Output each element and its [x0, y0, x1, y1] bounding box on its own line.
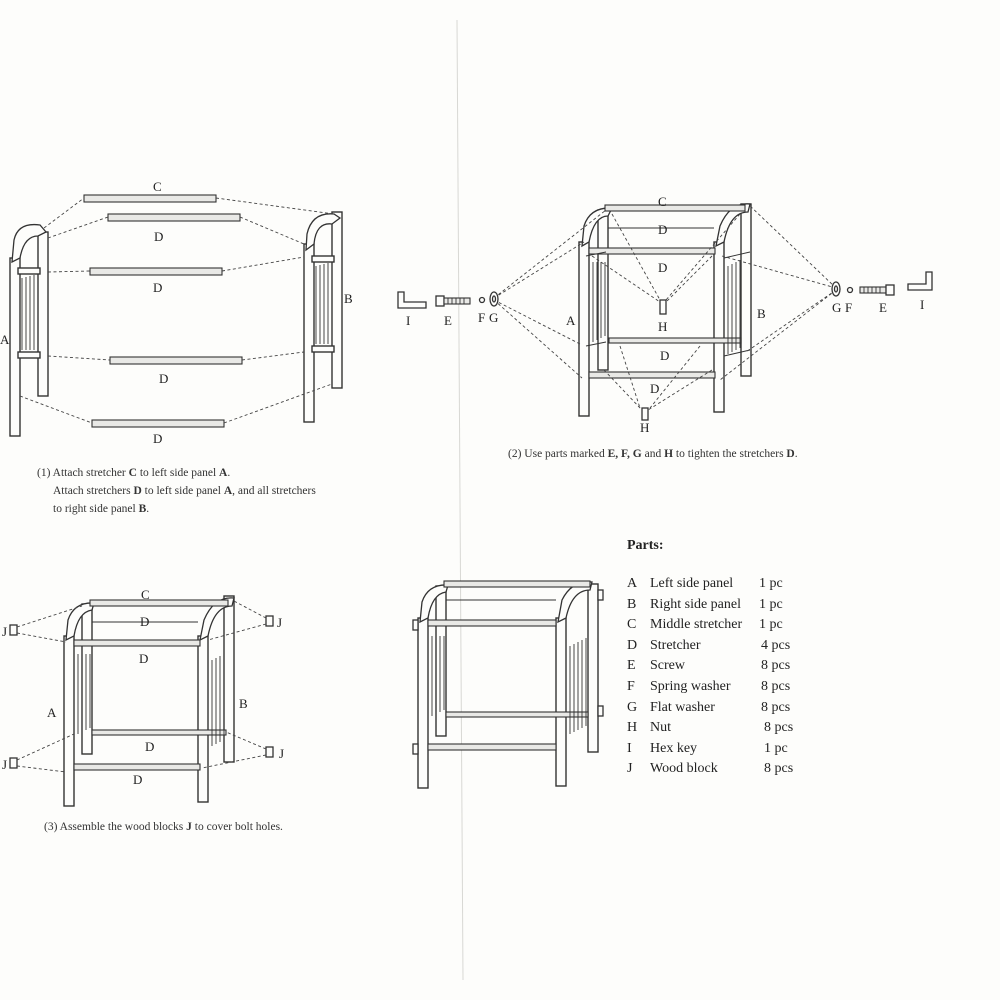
- nut-h-top: [660, 300, 666, 314]
- label-b-step3: B: [239, 696, 248, 711]
- nut-h-bottom: [642, 408, 648, 420]
- label-i-right: I: [920, 297, 925, 312]
- wood-block-j-bottom-right: [266, 747, 273, 757]
- stretcher-d-top-step3: [74, 640, 200, 646]
- stretcher-c-step1: [84, 195, 216, 202]
- step3-caption: (3) Assemble the wood blocks J to cover bolt holes.: [44, 821, 283, 833]
- part-qty: 8 pcs: [764, 720, 794, 736]
- stretcher-d2-step1: [90, 268, 222, 275]
- right-side-panel-step1: [304, 212, 342, 422]
- part-letter: A: [627, 576, 638, 591]
- label-d1-step3: D: [140, 614, 150, 629]
- stretcher-d-back-final: [446, 712, 588, 717]
- step1-caption-line1: (1) Attach stretcher C to left side panel A.: [37, 467, 231, 479]
- part-qty: 1 pc: [764, 740, 788, 756]
- part-qty: 8 pcs: [761, 658, 791, 674]
- part-letter: G: [627, 699, 638, 715]
- label-e-right: E: [879, 300, 887, 315]
- label-b-step1: B: [344, 291, 353, 306]
- label-h1-step2: H: [658, 319, 668, 334]
- stretcher-d-front-step3: [74, 764, 200, 770]
- part-qty: 8 pcs: [761, 699, 791, 715]
- step2-diagram: [398, 194, 932, 435]
- part-qty: 8 pcs: [764, 761, 794, 777]
- part-letter: C: [627, 617, 637, 633]
- spring-washer-right: [848, 288, 853, 293]
- label-f-right: F: [845, 300, 853, 315]
- screw-left: [436, 296, 470, 306]
- label-d2-step3: D: [139, 651, 149, 666]
- label-d4-step1: D: [153, 431, 163, 446]
- stretcher-d-top-step2: [589, 248, 715, 254]
- part-name: Stretcher: [650, 637, 701, 653]
- part-qty: 1 pc: [759, 596, 783, 612]
- step3-diagram: [2, 587, 284, 806]
- part-letter: E: [627, 658, 636, 674]
- label-h2-step2: H: [640, 420, 650, 435]
- label-j-bottom-left: J: [2, 757, 8, 772]
- label-d3-step1: D: [159, 371, 169, 386]
- part-letter: D: [627, 637, 638, 653]
- part-name: Middle stretcher: [650, 617, 743, 633]
- label-f-left: F: [478, 310, 486, 325]
- part-letter: B: [627, 596, 637, 612]
- stretcher-d4-step1: [92, 420, 224, 427]
- part-qty: 1 pc: [759, 576, 783, 591]
- stretcher-d-front-final: [428, 744, 556, 750]
- label-a-step3: A: [47, 705, 57, 720]
- label-d2-step1: D: [153, 280, 163, 295]
- part-name: Spring washer: [650, 678, 731, 694]
- label-d4-step3: D: [133, 772, 143, 787]
- part-name: Flat washer: [650, 699, 715, 715]
- part-name: Screw: [650, 658, 685, 674]
- label-d3-step3: D: [145, 739, 155, 754]
- label-c-step1: C: [153, 179, 162, 194]
- step1-diagram: [0, 179, 353, 446]
- label-g-right: G: [832, 300, 842, 315]
- wood-block-j-top-left: [10, 625, 17, 635]
- label-j-bottom-right: J: [279, 746, 285, 761]
- part-name: Hex key: [650, 740, 698, 756]
- step2-caption: (2) Use parts marked E, F, G and H to tighten the stretchers D.: [508, 448, 798, 460]
- label-c-step2: C: [658, 194, 667, 209]
- label-c-step3: C: [141, 587, 150, 602]
- parts-title: Parts:: [627, 538, 664, 553]
- stretcher-d3-step1: [110, 357, 242, 364]
- stretcher-d-front-step2: [589, 372, 715, 378]
- stretcher-c-final: [444, 581, 590, 587]
- part-qty: 8 pcs: [761, 678, 791, 694]
- label-d4-step2: D: [650, 381, 660, 396]
- part-name: Nut: [650, 720, 671, 736]
- stretcher-c-step3: [90, 600, 228, 606]
- part-letter: J: [627, 761, 633, 777]
- step1-caption-line3: to right side panel B.: [53, 503, 150, 515]
- screw-right: [860, 285, 894, 295]
- part-letter: I: [627, 740, 632, 756]
- label-j-top-right: J: [277, 615, 283, 630]
- part-name: Wood block: [650, 761, 718, 777]
- spring-washer-left: [480, 298, 485, 303]
- wood-block-j-bottom-left: [10, 758, 17, 768]
- label-g-left: G: [489, 310, 499, 325]
- label-i-left: I: [406, 313, 411, 328]
- wood-block-j-top-right: [266, 616, 273, 626]
- part-letter: F: [627, 678, 635, 694]
- stretcher-d-top-final: [428, 620, 556, 626]
- label-e-left: E: [444, 313, 452, 328]
- label-a-step2: A: [566, 313, 576, 328]
- label-d1-step2: D: [658, 222, 668, 237]
- label-a-step1: A: [0, 332, 10, 347]
- fold-line: [457, 20, 463, 980]
- stretcher-d-back-step2: [609, 338, 741, 343]
- stretcher-d1-step1: [108, 214, 240, 221]
- part-name: Left side panel: [650, 576, 734, 591]
- final-assembly-diagram: [413, 581, 603, 788]
- part-name: Right side panel: [650, 596, 741, 612]
- step1-caption: [37, 464, 316, 518]
- hex-key-left: [398, 292, 426, 308]
- label-d2-step2: D: [658, 260, 668, 275]
- stretcher-d-back-step3: [92, 730, 226, 735]
- part-qty: 1 pc: [759, 617, 783, 633]
- label-j-top-left: J: [2, 624, 8, 639]
- label-d1-step1: D: [154, 229, 164, 244]
- stretcher-c-step2: [605, 205, 745, 211]
- part-letter: H: [627, 720, 638, 736]
- label-d3-step2: D: [660, 348, 670, 363]
- step1-caption-line2: Attach stretchers D to left side panel A, and all stretchers: [53, 485, 316, 497]
- part-qty: 4 pcs: [761, 637, 791, 653]
- hex-key-right: [908, 272, 932, 290]
- label-b-step2: B: [757, 306, 766, 321]
